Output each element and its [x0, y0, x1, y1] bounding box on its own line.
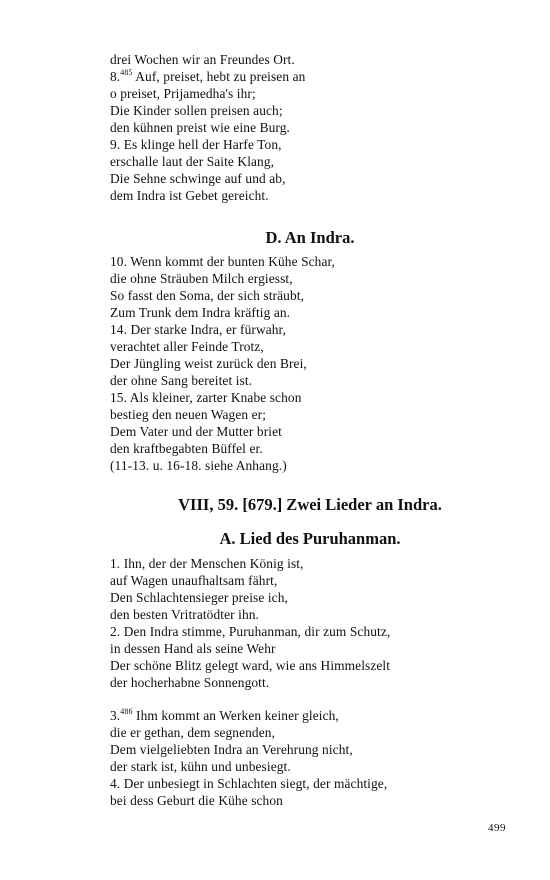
page-number: 499 [488, 822, 506, 834]
verse-line: So fasst den Soma, der sich sträubt, [110, 288, 305, 303]
verse-line [110, 708, 339, 724]
verse-text: Ihm kommt an Werken keiner gleich, [132, 708, 339, 723]
verse-line: 15. Als kleiner, zarter Knabe schon [110, 390, 302, 405]
verse-line: Die Sehne schwinge auf und ab, [110, 171, 286, 186]
section-heading-viii-59: VIII, 59. [679.] Zwei Lieder an Indra. [178, 495, 442, 514]
verse-line: o preiset, Prijamedha's ihr; [110, 86, 256, 101]
verse-line: 4. Der unbesiegt in Schlachten siegt, der mächtige, [110, 776, 388, 791]
verse-line: Dem vielgeliebten Indra an Verehrung nicht, [110, 742, 353, 757]
verse-line: 14. Der starke Indra, er fürwahr, [110, 322, 287, 337]
verse-line: Der Jüngling weist zurück den Brei, [110, 356, 307, 371]
verse-line: drei Wochen wir an Freundes Ort. [110, 52, 295, 67]
footnote-marker: 486 [120, 707, 133, 716]
verse-line: Dem Vater und der Mutter briet [110, 424, 282, 439]
verse-line: erschalle laut der Saite Klang, [110, 154, 275, 169]
verse-line: auf Wagen unaufhaltsam fährt, [110, 573, 278, 588]
verse-line: der hocherhabne Sonnengott. [110, 675, 270, 690]
verse-line: bei dess Geburt die Kühe schon [110, 793, 283, 808]
verse-text: Auf, preiset, hebt zu preisen an [132, 69, 306, 84]
verse-line: Die Kinder sollen preisen auch; [110, 103, 283, 118]
verse-line: 9. Es klinge hell der Harfe Ton, [110, 137, 282, 152]
verse-number: 3. [110, 708, 121, 723]
verse-line: den kühnen preist wie eine Burg. [110, 120, 290, 135]
verse-line: die er gethan, dem segnenden, [110, 725, 276, 740]
verse-line: verachtet aller Feinde Trotz, [110, 339, 264, 354]
verse-number: 8. [110, 69, 121, 84]
verse-line: den kraftbegabten Büffel er. [110, 441, 263, 456]
verse-line [110, 69, 305, 85]
section-heading-a: A. Lied des Puruhanman. [219, 529, 401, 548]
section-heading-d: D. An Indra. [265, 228, 355, 247]
verse-line: in dessen Hand als seine Wehr [110, 641, 276, 656]
verse-line: die ohne Sträuben Milch ergiesst, [110, 271, 293, 286]
verse-line: Zum Trunk dem Indra kräftig an. [110, 305, 291, 320]
verse-line: 2. Den Indra stimme, Puruhanman, dir zum Schutz, [110, 624, 391, 639]
verse-line: der ohne Sang bereitet ist. [110, 373, 253, 388]
verse-line: der stark ist, kühn und unbesiegt. [110, 759, 291, 774]
verse-line: dem Indra ist Gebet gereicht. [110, 188, 269, 203]
verse-line: 1. Ihn, der der Menschen König ist, [110, 556, 304, 571]
verse-line: Der schöne Blitz gelegt ward, wie ans Himmelszelt [110, 658, 391, 673]
verse-line: Den Schlachtensieger preise ich, [110, 590, 288, 605]
verse-line: (11-13. u. 16-18. siehe Anhang.) [110, 458, 287, 473]
verse-line: 10. Wenn kommt der bunten Kühe Schar, [110, 254, 335, 269]
footnote-marker: 485 [120, 68, 133, 77]
verse-line: bestieg den neuen Wagen er; [110, 407, 267, 422]
verse-line: den besten Vritratödter ihn. [110, 607, 260, 622]
